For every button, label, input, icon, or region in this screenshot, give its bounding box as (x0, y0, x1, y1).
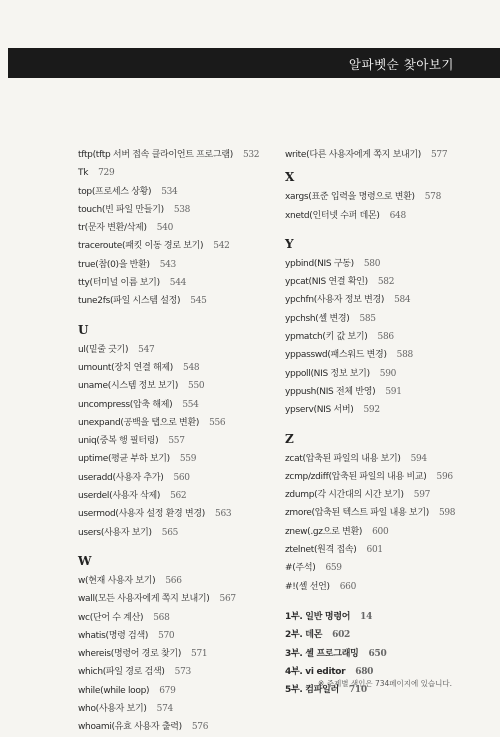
entry-text: uptime(평균 부하 보기) (78, 454, 170, 465)
entry-text: #(주석) (285, 563, 316, 574)
entry-page-number: 562 (170, 491, 187, 502)
entry-page-number: 548 (183, 362, 200, 373)
index-entry (285, 365, 485, 383)
index-column-left (78, 146, 274, 737)
index-entry (78, 256, 274, 274)
index-entry (78, 341, 274, 359)
page-title: 알파벳순 찾아보기 (348, 57, 454, 72)
index-entry (78, 237, 274, 255)
index-entry (285, 310, 485, 328)
u-entry-list (78, 341, 274, 542)
entry-text: tune2fs(파일 시스템 설정) (78, 296, 181, 307)
index-entry (285, 207, 485, 225)
entry-text: yppoll(NIS 정보 보기) (285, 368, 370, 379)
index-entry (285, 486, 485, 504)
entry-page-number: 554 (182, 399, 199, 410)
z-entry-list (285, 450, 485, 596)
index-entry (78, 645, 274, 663)
entry-text: xargs(표준 입력을 명령으로 변환) (285, 192, 415, 203)
entry-text: ypcat(NIS 연결 확인) (285, 277, 368, 288)
entry-text: ypchfn(사용자 정보 변경) (285, 295, 385, 306)
entry-page-number: 602 (332, 630, 350, 641)
entry-page-number: 580 (363, 258, 381, 269)
index-entry (285, 450, 485, 468)
index-entry (285, 291, 485, 309)
entry-page-number: 543 (159, 259, 176, 270)
entry-text: yppasswd(패스워드 변경) (285, 350, 387, 361)
entry-text: whatis(명령 검색) (78, 630, 149, 641)
entry-page-number: 729 (98, 168, 115, 179)
entry-page-number: 582 (377, 277, 395, 288)
index-entry (78, 292, 274, 310)
entry-text: 2부. 데몬 (285, 630, 323, 641)
entry-text: who(사용자 보기) (78, 704, 147, 715)
entry-text: tftp(tftp 서버 접속 클라이언트 프로그램) (78, 150, 233, 160)
index-entry (285, 346, 485, 364)
index-entry (78, 450, 274, 468)
index-entry (285, 146, 485, 164)
entry-text: write(다른 사용자에게 쪽지 보내기) (285, 150, 421, 160)
entry-text: ztelnet(원격 접속) (285, 545, 357, 556)
w-entry-list-continued (285, 146, 485, 164)
entry-page-number: 545 (190, 296, 207, 307)
footnote: ※ 주제별 색인은 734페이지에 있습니다. (318, 679, 452, 688)
entry-text: ypbind(NIS 구동) (285, 258, 354, 269)
index-entry (78, 524, 274, 542)
entry-page-number: 14 (360, 611, 373, 622)
entry-page-number: 601 (366, 545, 383, 556)
entry-text: uniq(중복 행 필터링) (78, 436, 159, 447)
entry-text: wall(모든 사용자에게 쪽지 보내기) (78, 594, 210, 605)
entry-text: traceroute(패킷 이동 경로 보기) (78, 241, 204, 252)
entry-text: ul(밑줄 긋기) (78, 344, 129, 355)
entry-text: true(참(0)을 반환) (78, 259, 150, 270)
index-entry (78, 146, 274, 164)
index-entry (78, 377, 274, 395)
entry-text: users(사용자 보기) (78, 527, 152, 538)
index-entry (285, 578, 485, 596)
entry-page-number: 568 (153, 612, 170, 623)
part-entry (285, 608, 485, 626)
index-entry (78, 359, 274, 377)
entry-text: top(프로세스 상황) (78, 186, 152, 197)
index-entry (78, 201, 274, 219)
index-entry (78, 183, 274, 201)
index-entry (285, 523, 485, 541)
letter-heading-w: W (78, 553, 92, 568)
entry-text: whereis(명령어 경로 찾기) (78, 649, 182, 660)
entry-page-number: 567 (219, 594, 236, 605)
entry-page-number: 585 (359, 313, 376, 324)
index-entry (78, 469, 274, 487)
entry-page-number: 590 (379, 368, 397, 379)
index-entry (78, 219, 274, 237)
entry-page-number: 542 (213, 241, 230, 252)
x-entry-list (285, 188, 485, 225)
index-entry (78, 590, 274, 608)
entry-page-number: 598 (438, 508, 456, 519)
entry-page-number: 540 (156, 223, 173, 234)
entry-text: 3부. 셸 프로그래밍 (285, 648, 359, 659)
index-entry (78, 432, 274, 450)
index-entry (78, 487, 274, 505)
entry-text: #!(셸 선언) (285, 581, 330, 592)
entry-page-number: 566 (165, 575, 182, 586)
entry-page-number: 573 (174, 667, 191, 678)
entry-page-number: 584 (394, 295, 411, 306)
entry-text: userdel(사용자 삭제) (78, 491, 161, 502)
entry-page-number: 588 (396, 350, 413, 361)
index-entry (285, 328, 485, 346)
entry-page-number: 560 (173, 472, 190, 483)
entry-text: 4부. vi editor (285, 666, 346, 677)
entry-text: unexpand(공백을 탭으로 변환) (78, 417, 200, 428)
part-entry (285, 645, 485, 663)
entry-page-number: 538 (173, 204, 191, 215)
header-bar (8, 48, 500, 78)
entry-page-number: 586 (377, 332, 394, 343)
entry-text: 1부. 일반 명령어 (285, 611, 351, 622)
entry-text: znew(.gz으로 변환) (285, 526, 363, 537)
letter-heading-x: X (285, 170, 295, 185)
entry-page-number: 592 (363, 405, 380, 416)
entry-page-number: 648 (389, 210, 406, 221)
entry-text: touch(빈 파일 만들기) (78, 204, 164, 215)
index-column-right (285, 146, 485, 699)
entry-text: useradd(사용자 추가) (78, 472, 164, 483)
entry-page-number: 591 (385, 386, 402, 397)
index-entry (285, 401, 485, 419)
entry-text: yppush(NIS 전체 반영) (285, 386, 376, 397)
index-entry (285, 541, 485, 559)
letter-heading-u: U (78, 322, 89, 337)
index-entry (78, 164, 274, 182)
entry-page-number: 574 (156, 704, 173, 715)
spacer (285, 596, 485, 608)
entry-text: zdump(각 시간대의 시간 보기) (285, 490, 404, 501)
entry-page-number: 547 (138, 344, 155, 355)
index-entry (78, 700, 274, 718)
entry-text: ypmatch(키 값 보기) (285, 332, 368, 343)
part-entry (285, 626, 485, 644)
entry-page-number: 565 (161, 527, 179, 538)
entry-text: wc(단어 수 계산) (78, 612, 144, 623)
entry-page-number: 577 (430, 150, 448, 160)
entry-page-number: 679 (159, 685, 176, 696)
entry-page-number: 534 (161, 186, 178, 197)
entry-page-number: 680 (355, 666, 374, 677)
t-entry-list (78, 146, 274, 311)
index-entry (285, 255, 485, 273)
entry-page-number: 596 (436, 471, 453, 482)
index-entry (285, 559, 485, 577)
index-entry (78, 663, 274, 681)
index-entry (78, 682, 274, 700)
index-entry (285, 273, 485, 291)
entry-page-number: 578 (424, 192, 442, 203)
entry-page-number: 660 (339, 581, 356, 592)
y-entry-list (285, 255, 485, 420)
entry-page-number: 571 (191, 649, 208, 660)
entry-text: tr(문자 변환/삭제) (78, 223, 147, 234)
index-entry (78, 718, 274, 736)
entry-text: uncompress(압축 해제) (78, 399, 173, 410)
entry-page-number: 532 (242, 150, 260, 160)
entry-page-number: 550 (188, 381, 205, 392)
entry-page-number: 544 (169, 278, 187, 289)
entry-page-number: 557 (168, 436, 185, 447)
entry-text: uname(시스템 정보 보기) (78, 381, 179, 392)
entry-text: 5부. 컴파일러 (285, 685, 339, 696)
entry-page-number: 650 (368, 648, 387, 659)
index-entry (78, 505, 274, 523)
entry-text: which(파일 경로 검색) (78, 667, 165, 678)
index-entry (78, 414, 274, 432)
entry-text: tty(터미널 이름 보기) (78, 278, 160, 289)
index-entry (285, 504, 485, 522)
index-entry (285, 383, 485, 401)
w-entry-list (78, 572, 274, 737)
index-entry (78, 609, 274, 627)
index-entry (285, 468, 485, 486)
entry-text: w(현재 사용자 보기) (78, 575, 156, 586)
entry-text: Tk (78, 168, 89, 179)
entry-page-number: 659 (325, 563, 342, 574)
entry-page-number: 559 (179, 454, 197, 465)
entry-text: zmore(압축된 텍스트 파일 내용 보기) (285, 508, 429, 519)
letter-heading-y: Y (285, 236, 294, 251)
index-entry (285, 188, 485, 206)
entry-text: umount(장치 연결 해제) (78, 362, 174, 373)
letter-heading-z: Z (285, 431, 294, 446)
entry-text: usermod(사용자 설정 환경 변경) (78, 509, 206, 520)
entry-page-number: 556 (209, 417, 226, 428)
index-entry (78, 396, 274, 414)
entry-page-number: 710 (348, 685, 367, 696)
entry-text: ypserv(NIS 서버) (285, 405, 354, 416)
index-entry (78, 572, 274, 590)
entry-text: zcmp/zdiff(압축된 파일의 내용 비교) (285, 471, 427, 482)
entry-text: ypchsh(셸 변경) (285, 313, 350, 324)
entry-page-number: 594 (410, 453, 427, 464)
entry-page-number: 563 (215, 509, 232, 520)
entry-text: while(while loop) (78, 685, 150, 696)
entry-text: xnetd(인터넷 수퍼 데몬) (285, 210, 380, 221)
index-entry (78, 627, 274, 645)
entry-text: whoami(유효 사용자 출력) (78, 722, 182, 733)
entry-page-number: 597 (413, 490, 431, 501)
entry-page-number: 600 (372, 526, 389, 537)
entry-page-number: 570 (158, 630, 175, 641)
entry-page-number: 576 (191, 722, 209, 733)
entry-text: zcat(압축된 파일의 내용 보기) (285, 453, 401, 464)
index-entry (78, 274, 274, 292)
